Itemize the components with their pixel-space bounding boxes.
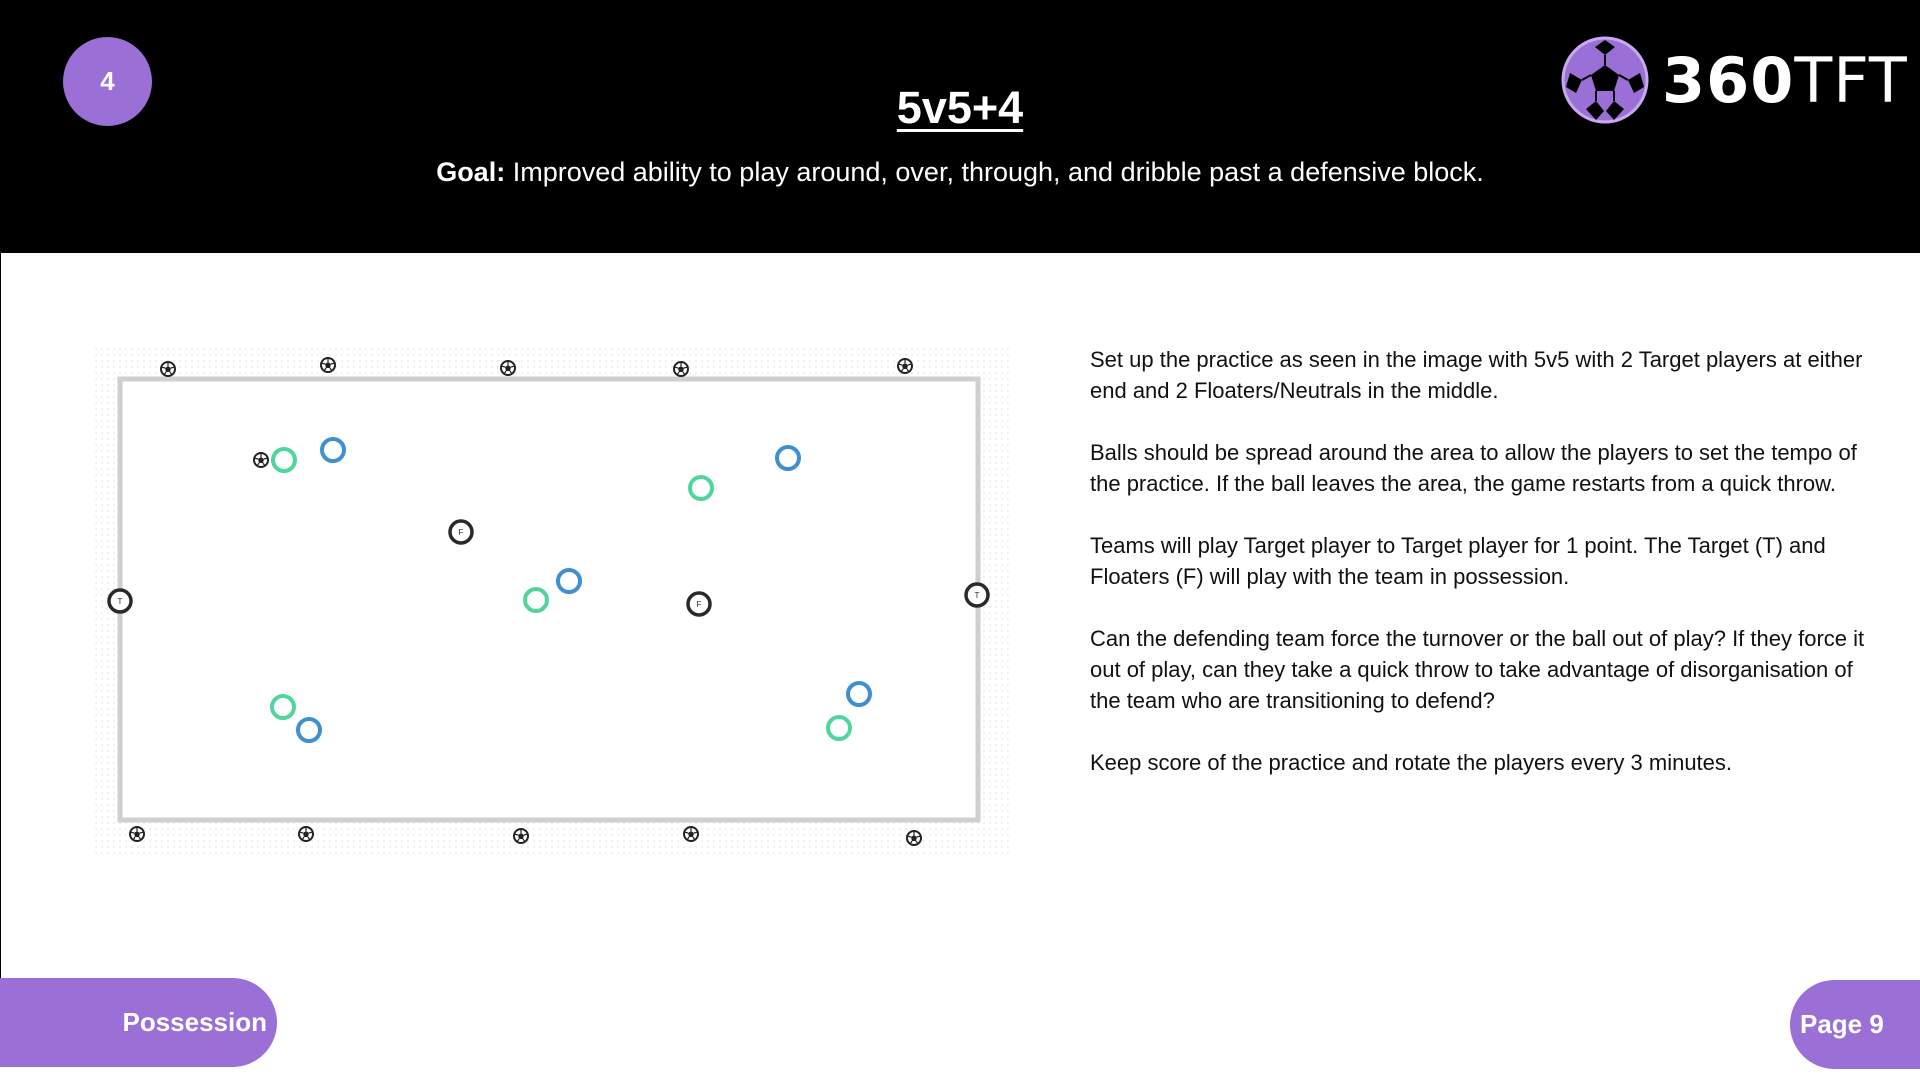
- green-team-player-marker: [525, 589, 547, 611]
- practice-diagram: [93, 346, 1013, 863]
- instruction-setup: Set up the practice as seen in the image with 5v5 with 2 Target players at either end and 2 Floaters/Neutrals in the middle.: [1090, 347, 1863, 403]
- target-label: T: [117, 597, 123, 606]
- floater-label: F: [696, 600, 702, 609]
- ball-icon: [130, 827, 144, 841]
- goal-statement: [0, 157, 1920, 188]
- instruction-balls: Balls should be spread around the area to allow the players to set the tempo of the practice. If the ball leaves the area, the game restarts from a quick throw.: [1090, 440, 1857, 496]
- brand-name-letters: TFT: [1794, 43, 1908, 117]
- instructions-panel: [1090, 344, 1870, 809]
- blue-team-player-marker: [298, 719, 320, 741]
- instruction-rotation: Keep score of the practice and rotate the players every 3 minutes.: [1090, 750, 1733, 775]
- green-team-player-marker: [828, 717, 850, 739]
- session-number: 4: [100, 66, 115, 96]
- ball-icon: [299, 827, 313, 841]
- target-label: T: [974, 591, 980, 600]
- ball-icon: [907, 831, 921, 845]
- pitch-svg: [93, 346, 1013, 858]
- floater-label: F: [458, 528, 464, 537]
- ball-icon: [501, 361, 515, 375]
- blue-team-player-marker: [558, 570, 580, 592]
- header-banner: [0, 0, 1920, 253]
- page-number-tab: [1790, 980, 1920, 1069]
- goal-text: Improved ability to play around, over, through, and dribble past a defensive block.: [505, 157, 1484, 187]
- pitch-boundary: [117, 379, 978, 820]
- ball-icon: [674, 362, 688, 376]
- blue-team-player-marker: [848, 683, 870, 705]
- ball-icon: [161, 362, 175, 376]
- page-border-line: [0, 253, 1, 980]
- green-team-player-marker: [272, 696, 294, 718]
- ball-icon: [514, 829, 528, 843]
- ball-icon: [684, 827, 698, 841]
- ball-icon: [254, 453, 268, 467]
- instruction-scoring: Teams will play Target player to Target player for 1 point. The Target (T) and Floaters (F) will play with the team in possession.: [1090, 533, 1826, 589]
- soccer-ball-icon: [1560, 35, 1650, 125]
- ball-icon: [321, 358, 335, 372]
- green-team-player-marker: [273, 449, 295, 471]
- brand-logo: [1560, 35, 1908, 125]
- goal-label: Goal:: [436, 157, 506, 187]
- ball-icon: [898, 359, 912, 373]
- page-title: 5v5+4: [896, 82, 1024, 133]
- green-team-player-marker: [690, 477, 712, 499]
- instruction-transition: Can the defending team force the turnover or the ball out of play? If they force it out of play, can they take a quick throw to take advantage of disorganisation of the team who are transitioning to defend?: [1090, 626, 1865, 713]
- category-label: Possession: [122, 1007, 267, 1037]
- blue-team-player-marker: [777, 447, 799, 469]
- blue-team-player-marker: [322, 439, 344, 461]
- brand-name-number: 360: [1662, 43, 1795, 117]
- page-number: Page 9: [1800, 1009, 1884, 1039]
- category-tab: [0, 978, 277, 1067]
- brand-name: [1662, 44, 1908, 117]
